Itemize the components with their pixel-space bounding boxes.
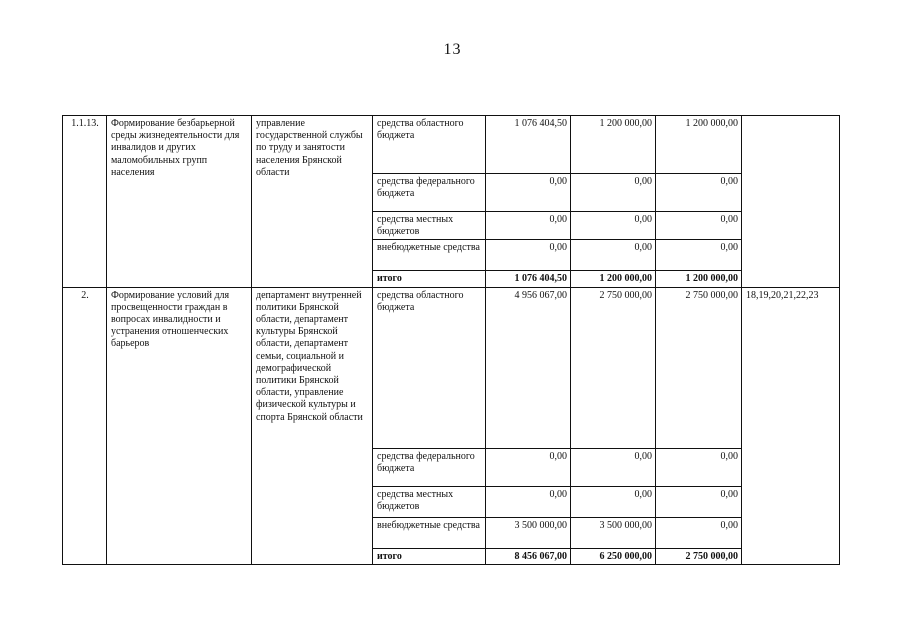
amount-year-1: 4 956 067,00 [486,287,571,448]
total-year-1: 1 076 404,50 [486,271,571,287]
amount-year-1: 0,00 [486,448,571,486]
total-label: итого [373,271,486,287]
source-name: средства местных бюджетов [373,212,486,240]
amount-year-3: 0,00 [656,240,742,271]
measure-name: Формирование условий для просвещенности граждан в вопросах инвалидности и устранения отношенческих барьеров [107,287,252,564]
total-year-3: 2 750 000,00 [656,548,742,564]
amount-year-3: 1 200 000,00 [656,116,742,174]
budget-table [62,115,840,565]
row-number: 1.1.13. [63,116,107,288]
target-indicators [742,116,840,288]
amount-year-3: 0,00 [656,174,742,212]
amount-year-2: 2 750 000,00 [571,287,656,448]
page-number: 13 [443,41,462,58]
table-row [63,116,840,174]
amount-year-1: 0,00 [486,212,571,240]
amount-year-1: 1 076 404,50 [486,116,571,174]
total-year-1: 8 456 067,00 [486,548,571,564]
total-label: итого [373,548,486,564]
amount-year-2: 0,00 [571,240,656,271]
source-name: средства областного бюджета [373,116,486,174]
source-name: средства местных бюджетов [373,486,486,517]
executor: департамент внутренней политики Брянской области, департамент культуры Брянской области, департамент семьи, социальной и демографической политики Брянской области, управление физической культуры и спорта Брянской области [252,287,373,564]
amount-year-2: 0,00 [571,174,656,212]
source-name: средства областного бюджета [373,287,486,448]
amount-year-2: 0,00 [571,212,656,240]
amount-year-2: 3 500 000,00 [571,517,656,548]
source-name: внебюджетные средства [373,517,486,548]
amount-year-2: 0,00 [571,448,656,486]
source-name: средства федерального бюджета [373,174,486,212]
amount-year-3: 0,00 [656,486,742,517]
amount-year-3: 2 750 000,00 [656,287,742,448]
amount-year-1: 0,00 [486,174,571,212]
amount-year-2: 1 200 000,00 [571,116,656,174]
total-year-2: 6 250 000,00 [571,548,656,564]
amount-year-2: 0,00 [571,486,656,517]
target-indicators: 18,19,20,21,22,23 [742,287,840,564]
amount-year-3: 0,00 [656,517,742,548]
executor: управление государственной службы по труду и занятости населения Брянской области [252,116,373,288]
total-year-3: 1 200 000,00 [656,271,742,287]
total-year-2: 1 200 000,00 [571,271,656,287]
amount-year-3: 0,00 [656,448,742,486]
source-name: средства федерального бюджета [373,448,486,486]
row-number: 2. [63,287,107,564]
table-row [63,287,840,448]
measure-name: Формирование безбарьерной среды жизнедеятельности для инвалидов и других маломобильных групп населения [107,116,252,288]
amount-year-1: 0,00 [486,240,571,271]
amount-year-1: 3 500 000,00 [486,517,571,548]
amount-year-3: 0,00 [656,212,742,240]
source-name: внебюджетные средства [373,240,486,271]
amount-year-1: 0,00 [486,486,571,517]
